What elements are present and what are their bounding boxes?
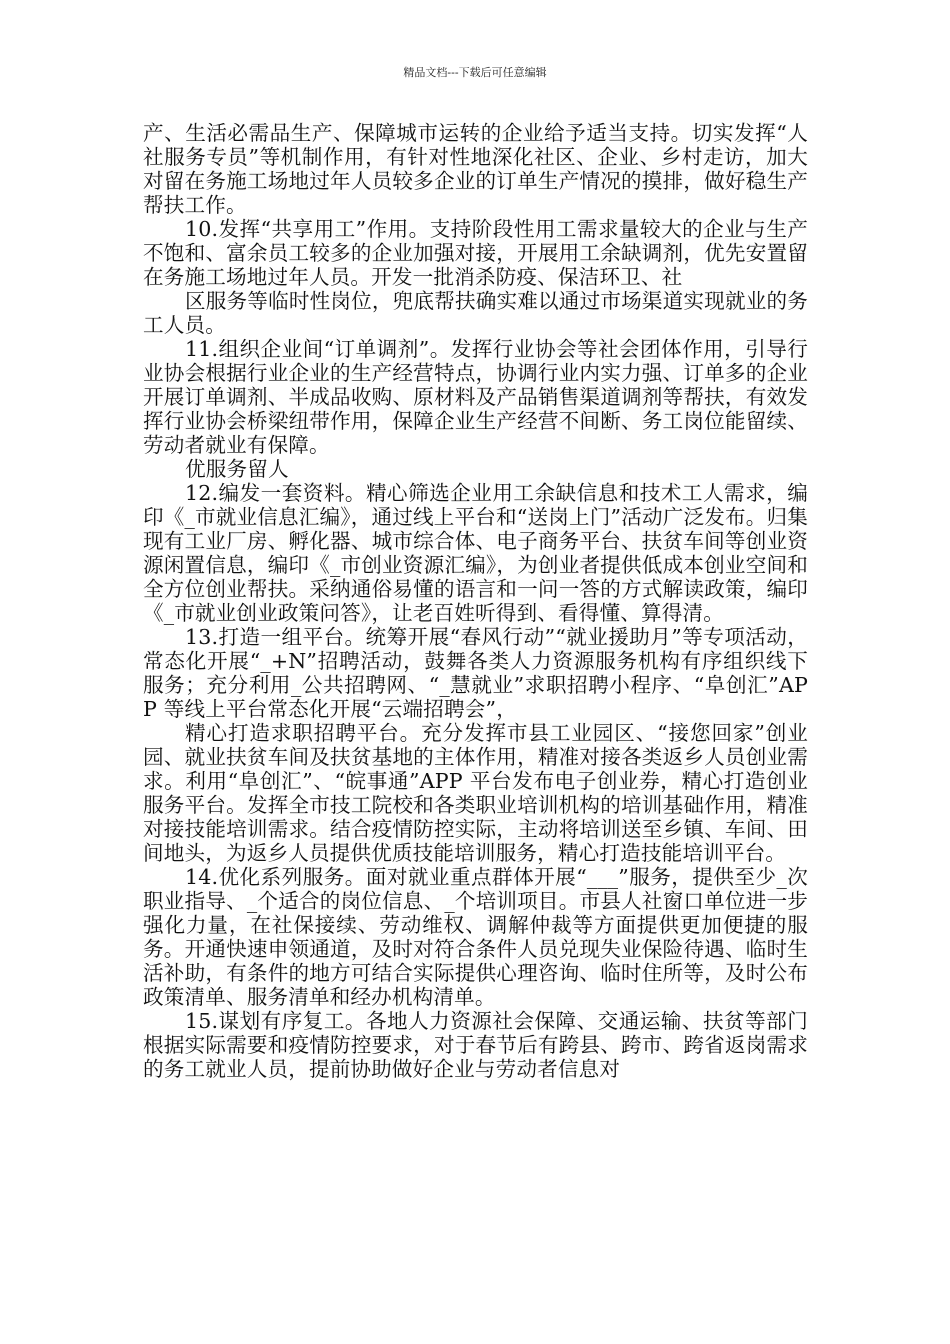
document-body — [143, 121, 808, 1081]
paragraph-item-10-continued: 区服务等临时性岗位，兜底帮扶确实难以通过市场渠道实现就业的务工人员。 — [143, 289, 808, 337]
paragraph-item-13-continued: 精心打造求职招聘平台。充分发挥市县工业园区、“接您回家”创业园、就业扶贫车间及扶贫基地的主体作用，精准对接各类返乡人员创业需求。利用“阜创汇”、“皖事通”APP 平台发布电子创业券，精心打造创业服务平台。发挥全市技工院校和各类职业培训机构的培训基础作用，精准对接技能培训需求。结合疫情防控实际，主动将培训送至乡镇、车间、田间地头，为返乡人员提供优质技能培训服务，精心打造技能培训平台。 — [143, 721, 808, 865]
paragraph-item-11: 11.组织企业间“订单调剂”。发挥行业协会等社会团体作用，引导行业协会根据行业企业的生产经营特点，协调行业内实力强、订单多的企业开展订单调剂、半成品收购、原材料及产品销售渠道调剂等帮扶，有效发挥行业协会桥梁纽带作用，保障企业生产经营不间断、务工岗位能留续、劳动者就业有保障。 — [143, 337, 808, 457]
section-heading-service: 优服务留人 — [185, 457, 289, 481]
paragraph-item-10: 10.发挥“共享用工”作用。支持阶段性用工需求量较大的企业与生产不饱和、富余员工较多的企业加强对接，开展用工余缺调剂，优先安置留在务施工场地过年人员。开发一批消杀防疫、保洁环卫、社 — [143, 217, 808, 289]
paragraph-item-12: 12.编发一套资料。精心筛选企业用工余缺信息和技术工人需求，编印《_市就业信息汇编》，通过线上平台和“送岗上门”活动广泛发布。归集现有工业厂房、孵化器、城市综合体、电子商务平台、扶贫车间等创业资源闲置信息，编印《_市创业资源汇编》，为创业者提供低成本创业空间和全方位创业帮扶。采纳通俗易懂的语言和一问一答的方式解读政策，编印《_市就业创业政策问答》，让老百姓听得到、看得懂、算得清。 — [143, 481, 808, 625]
paragraph-continuation: 产、生活必需品生产、保障城市运转的企业给予适当支持。切实发挥“人社服务专员”等机制作用，有针对性地深化社区、企业、乡村走访，加大对留在务施工场地过年人员较多企业的订单生产情况的摸排，做好稳生产帮扶工作。 — [143, 121, 808, 217]
paragraph-item-15: 15.谋划有序复工。各地人力资源社会保障、交通运输、扶贫等部门根据实际需要和疫情防控要求，对于春节后有跨县、跨市、跨省返岗需求的务工就业人员，提前协助做好企业与劳动者信息对 — [143, 1009, 808, 1081]
paragraph-item-14: 14.优化系列服务。面对就业重点群体开展“___”服务，提供至少_次职业指导、_个适合的岗位信息、_个培训项目。市县人社窗口单位进一步强化力量，在社保接续、劳动维权、调解仲裁等方面提供更加便捷的服务。开通快速申领通道，及时对符合条件人员兑现失业保险待遇、临时生活补助，有条件的地方可结合实际提供心理咨询、临时住所等，及时公布政策清单、服务清单和经办机构清单。 — [143, 865, 808, 1009]
paragraph-item-13: 13.打造一组平台。统筹开展“春风行动”“就业援助月”等专项活动，常态化开展“_+N”招聘活动，鼓舞各类人力资源服务机构有序组织线下服务；充分利用_公共招聘网、“_慧就业”求职招聘小程序、“阜创汇”APP 等线上平台常态化开展“云端招聘会”， — [143, 625, 808, 721]
page-header: 精品文档---下载后可任意编辑 — [403, 66, 547, 79]
